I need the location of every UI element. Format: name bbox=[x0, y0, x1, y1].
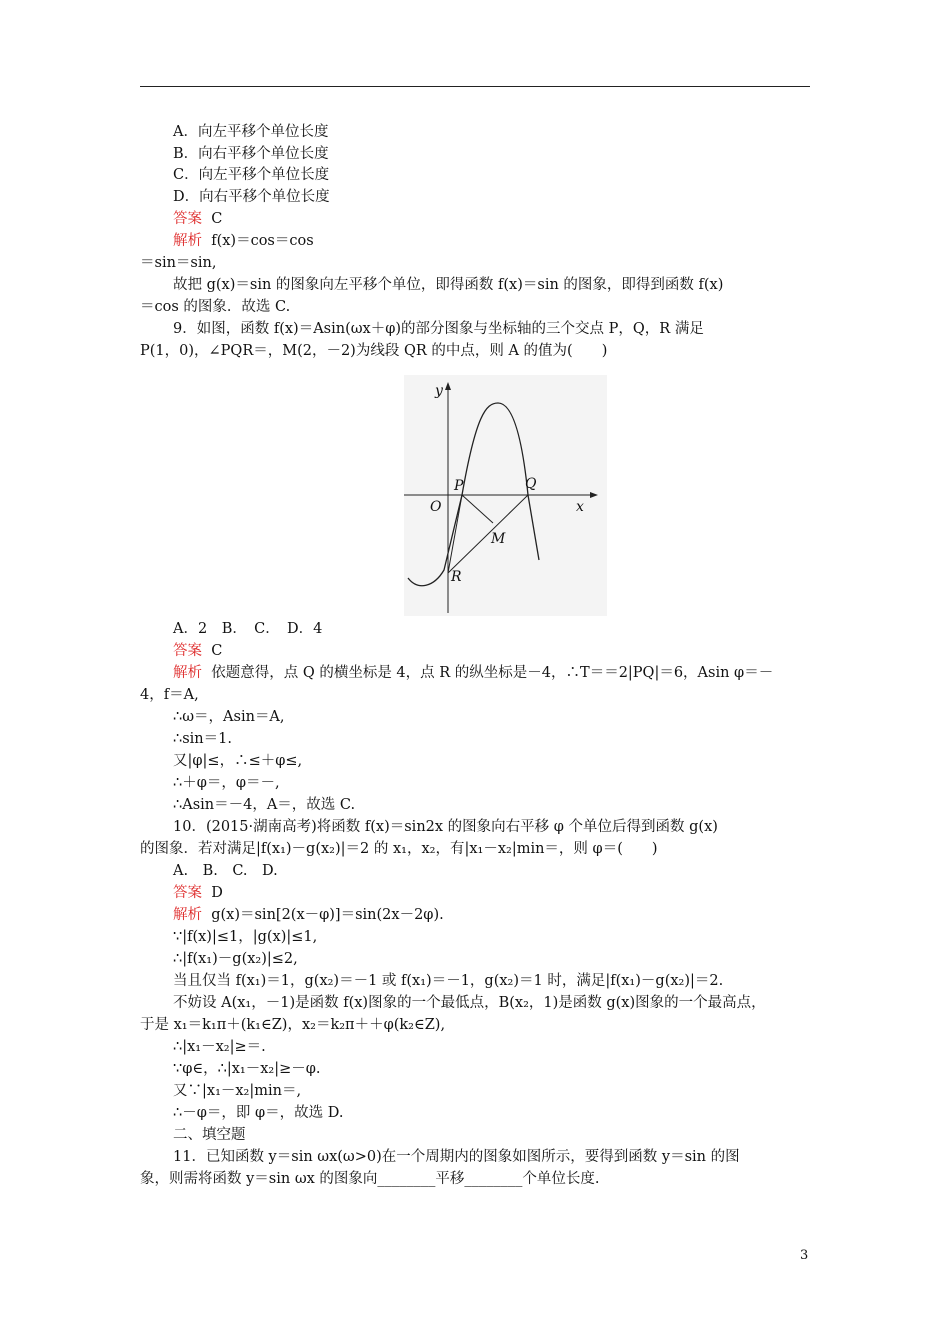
q8-analysis-line bbox=[173, 231, 314, 251]
q10-answer-line bbox=[173, 883, 223, 903]
q8-option-a: A．向左平移个单位长度 bbox=[173, 124, 329, 140]
header-rule bbox=[140, 86, 810, 87]
label-p: P bbox=[454, 478, 464, 494]
q10-analysis: g(x)＝sin[2(x－φ)]＝sin(2x－2φ). bbox=[211, 907, 444, 923]
q9-analysis-3: ∴ω＝，Asin＝A, bbox=[173, 709, 285, 725]
q10-analysis-line bbox=[173, 905, 444, 925]
q9-analysis-5: 又|φ|≤，∴≤＋φ≤, bbox=[173, 753, 303, 769]
answer-label: 答案 bbox=[173, 885, 202, 901]
q9-analysis-6: ∴＋φ＝，φ＝－, bbox=[173, 775, 280, 791]
q8-answer-line bbox=[173, 209, 222, 229]
q10-analysis-2: ∵|f(x)|≤1，|g(x)|≤1, bbox=[173, 929, 318, 945]
q10-analysis-4: 当且仅当 f(x₁)＝1，g(x₂)＝－1 或 f(x₁)＝－1，g(x₂)＝1 时，满足|f(x₁)－g(x₂)|＝2. bbox=[173, 973, 724, 989]
q10-options: A. B. C. D. bbox=[173, 863, 278, 879]
q9-analysis: 依题意得，点 Q 的横坐标是 4，点 R 的纵坐标是－4，∴T＝＝2|PQ|＝6，Asin φ＝－ bbox=[211, 665, 774, 681]
sine-graph bbox=[404, 375, 607, 616]
q8-option-d: D．向右平移个单位长度 bbox=[173, 189, 330, 205]
label-y: y bbox=[435, 383, 443, 399]
q10-answer: D bbox=[211, 885, 223, 901]
label-r: R bbox=[451, 569, 462, 585]
q9-stem-1: 9．如图，函数 f(x)＝Asin(ωx＋φ)的部分图象与坐标轴的三个交点 P，Q，R 满足 bbox=[173, 321, 704, 337]
answer-label: 答案 bbox=[173, 643, 202, 659]
q10-analysis-5: 不妨设 A(x₁，－1)是函数 f(x)图象的一个最低点，B(x₂，1)是函数 g(x)图象的一个最高点， bbox=[173, 995, 766, 1011]
q9-answer: C bbox=[211, 643, 223, 659]
q10-stem-1: 10．(2015·湖南高考)将函数 f(x)＝sin2x 的图象向右平移 φ 个单位后得到函数 g(x) bbox=[173, 819, 718, 835]
analysis-label: 解析 bbox=[173, 907, 202, 923]
label-o: O bbox=[430, 499, 442, 515]
q9-answer-line bbox=[173, 641, 222, 661]
q10-analysis-9: 又∵|x₁－x₂|min＝, bbox=[173, 1083, 302, 1099]
answer-label: 答案 bbox=[173, 211, 202, 227]
q8-option-b: B．向右平移个单位长度 bbox=[173, 146, 329, 162]
q9-analysis-4: ∴sin＝1. bbox=[173, 731, 232, 747]
q8-answer: C bbox=[211, 211, 223, 227]
label-q: Q bbox=[525, 476, 537, 492]
q8-analysis: f(x)＝cos＝cos bbox=[211, 233, 314, 249]
q11-stem-1: 11．已知函数 y＝sin ωx(ω>0)在一个周期内的图象如图所示，要得到函数 y＝sin 的图 bbox=[173, 1149, 740, 1165]
q10-analysis-7: ∴|x₁－x₂|≥＝. bbox=[173, 1039, 266, 1055]
q10-stem-2: 的图象．若对满足|f(x₁)－g(x₂)|＝2 的 x₁，x₂，有|x₁－x₂|min＝，则 φ＝( ) bbox=[140, 841, 658, 857]
q9-analysis-7: ∴Asin＝－4，A＝，故选 C. bbox=[173, 797, 356, 813]
q9-options: A．2 B． C． D．4 bbox=[173, 621, 323, 637]
q8-analysis-2: ＝sin＝sin, bbox=[140, 255, 217, 271]
analysis-label: 解析 bbox=[173, 665, 202, 681]
q10-analysis-10: ∴－φ＝，即 φ＝，故选 D. bbox=[173, 1105, 344, 1121]
q10-analysis-3: ∴|f(x₁)－g(x₂)|≤2, bbox=[173, 951, 298, 967]
q8-analysis-3: 故把 g(x)＝sin 的图象向左平移个单位，即得函数 f(x)＝sin 的图象，即得到函数 f(x) bbox=[173, 277, 724, 293]
q9-analysis-line bbox=[173, 663, 773, 683]
q8-option-c: C．向左平移个单位长度 bbox=[173, 167, 330, 183]
label-m: M bbox=[491, 531, 506, 547]
q8-analysis-4: ＝cos 的图象．故选 C. bbox=[140, 299, 291, 315]
page-number: 3 bbox=[800, 1248, 809, 1263]
label-x: x bbox=[576, 499, 584, 515]
q9-stem-2: P(1，0)，∠PQR＝，M(2，－2)为线段 QR 的中点，则 A 的值为( ) bbox=[140, 343, 608, 359]
q9-analysis-2: 4，f＝A, bbox=[140, 687, 199, 703]
q10-analysis-8: ∵φ∈，∴|x₁－x₂|≥－φ. bbox=[173, 1061, 321, 1077]
section-title: 二、填空题 bbox=[173, 1127, 246, 1143]
q9-graph-figure bbox=[404, 375, 607, 616]
analysis-label: 解析 bbox=[173, 233, 202, 249]
q11-stem-2: 象，则需将函数 y＝sin ωx 的图象向________平移________个单位长度. bbox=[140, 1171, 600, 1187]
q10-analysis-6: 于是 x₁＝k₁π＋(k₁∈Z)，x₂＝k₂π＋＋φ(k₂∈Z), bbox=[140, 1017, 446, 1033]
